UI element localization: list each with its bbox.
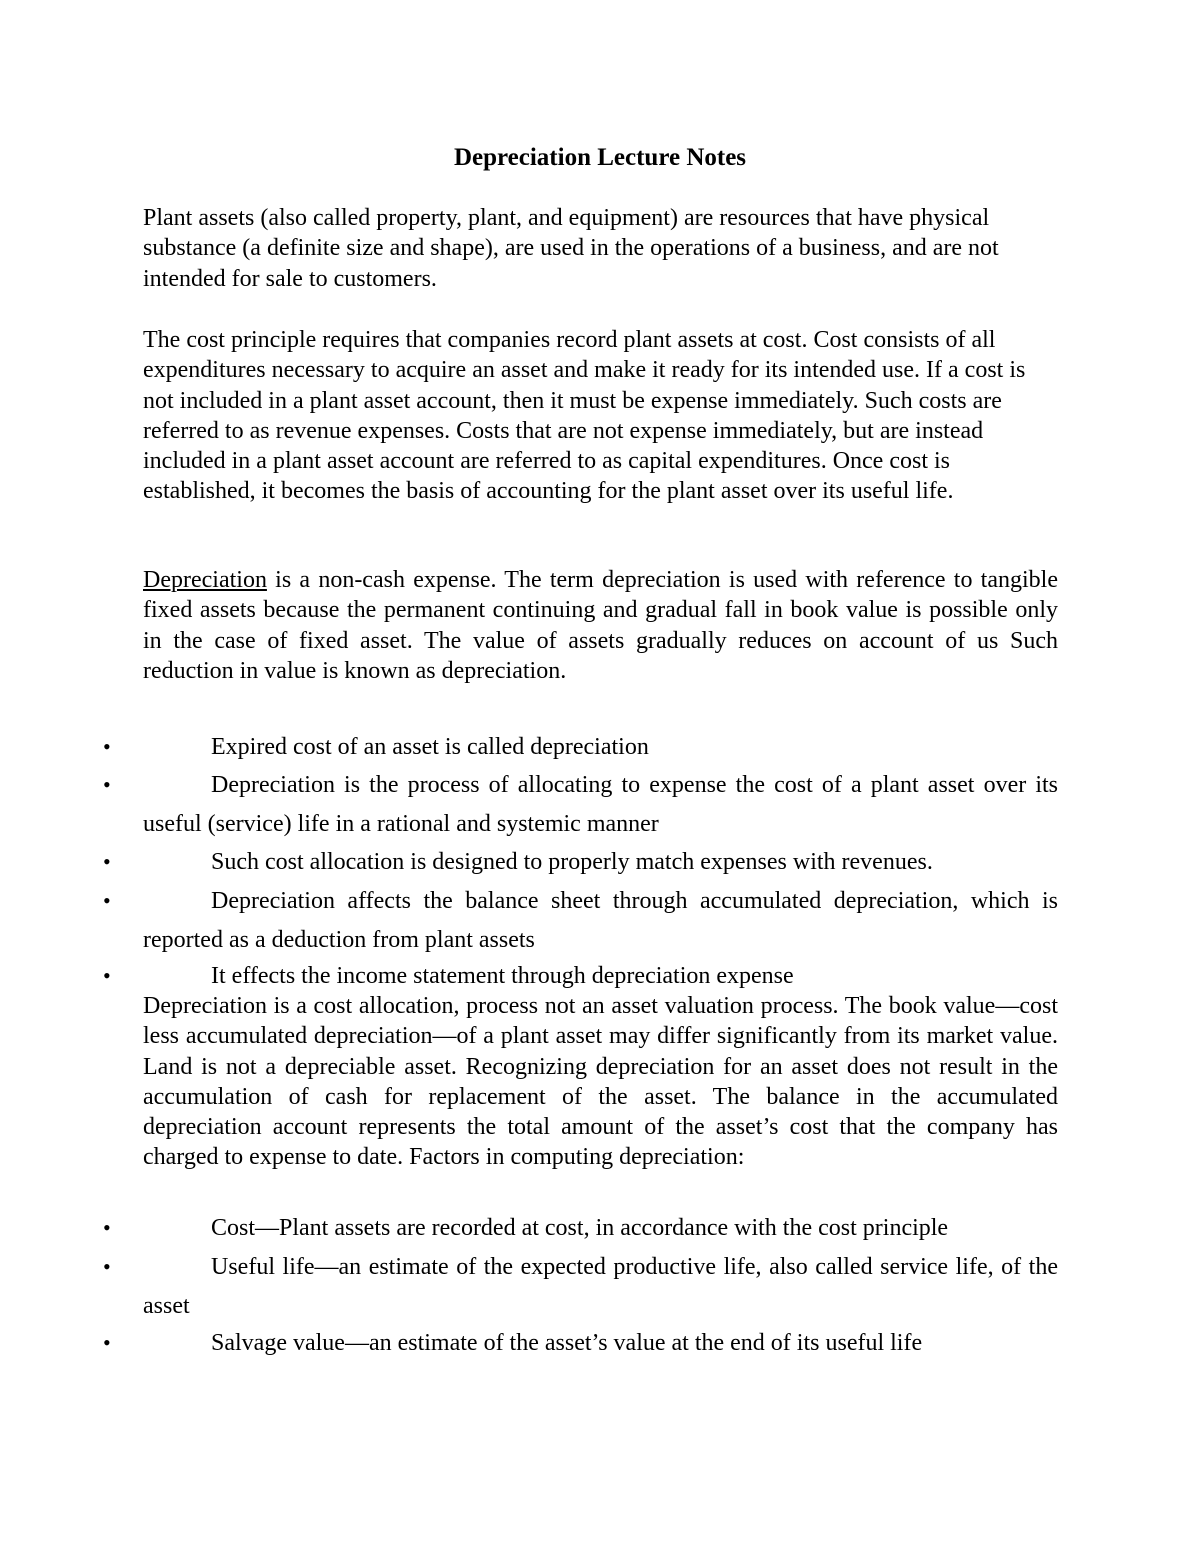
list-item-text: Salvage value—an estimate of the asset’s value at the end of its useful life xyxy=(211,1330,923,1356)
paragraph-cost-principle: The cost principle requires that companies record plant assets at cost. Cost consists of all expenditures necessary to acquire an asset and make it ready for its intended use. If a cost is not included in a plant asset account, then it must be expense immediately. Such costs are referred to as revenue expenses. Costs that are not expense immediately, but are instead included in a plant asset account are referred to as capital expenditures. Once cost is established, it becomes the basis of accounting for the plant asset over its useful life. xyxy=(143,327,1026,505)
list-item-text: Depreciation affects the balance sheet through accumulated depreciation, which is reported as a deduction from plant assets xyxy=(143,888,1058,953)
depreciation-definition-text: is a non-cash expense. The term depreciation is used with reference to tangible fixed assets because the permanent continuing and gradual fall in book value is possible only in the case of fixed asset. The value of assets gradually reduces on account of us Such reduction in value is known as depreciation. xyxy=(143,567,1058,684)
list-item-text: Such cost allocation is designed to properly match expenses with revenues. xyxy=(211,849,933,875)
document-title: Depreciation Lecture Notes xyxy=(453,144,747,171)
bullet-icon: • xyxy=(103,734,111,759)
list-item-text: Cost—Plant assets are recorded at cost, in accordance with the cost principle xyxy=(211,1215,949,1241)
bullet-icon: • xyxy=(103,963,111,988)
list-item-text: It effects the income statement through depreciation expense xyxy=(211,963,794,989)
paragraph-cost-allocation: Depreciation is a cost allocation, process not an asset valuation process. The book value—cost less accumulated depreciation—of a plant asset may differ significantly from its market value. Land is not a depreciable asset. Recognizing depreciation for an asset does not result in the accumulation of cash for replacement of the asset. The balance in the accumulated depreciation account represents the total amount of the asset’s cost that the company has charged to expense to date. Factors in computing depreciation: xyxy=(143,993,1058,1171)
bullet-icon: • xyxy=(103,772,111,797)
paragraph-plant-assets: Plant assets (also called property, plant, and equipment) are resources that have physical substance (a definite size and shape), are used in the operations of a business, and are not intended for sale to customers. xyxy=(143,205,999,292)
depreciation-term: Depreciation xyxy=(143,567,267,593)
bullet-icon: • xyxy=(103,1254,111,1279)
bullet-icon: • xyxy=(103,849,111,874)
bullet-icon: • xyxy=(103,1215,111,1240)
paragraph-depreciation-definition xyxy=(143,565,1058,686)
bullet-icon: • xyxy=(103,888,111,913)
list-item-text: Expired cost of an asset is called depreciation xyxy=(211,734,649,760)
list-item-text: Depreciation is the process of allocating to expense the cost of a plant asset over its useful (service) life in a rational and systemic manner xyxy=(143,772,1058,837)
bullet-icon: • xyxy=(103,1330,111,1355)
list-item-text: Useful life—an estimate of the expected productive life, also called service life, of the asset xyxy=(143,1254,1058,1319)
